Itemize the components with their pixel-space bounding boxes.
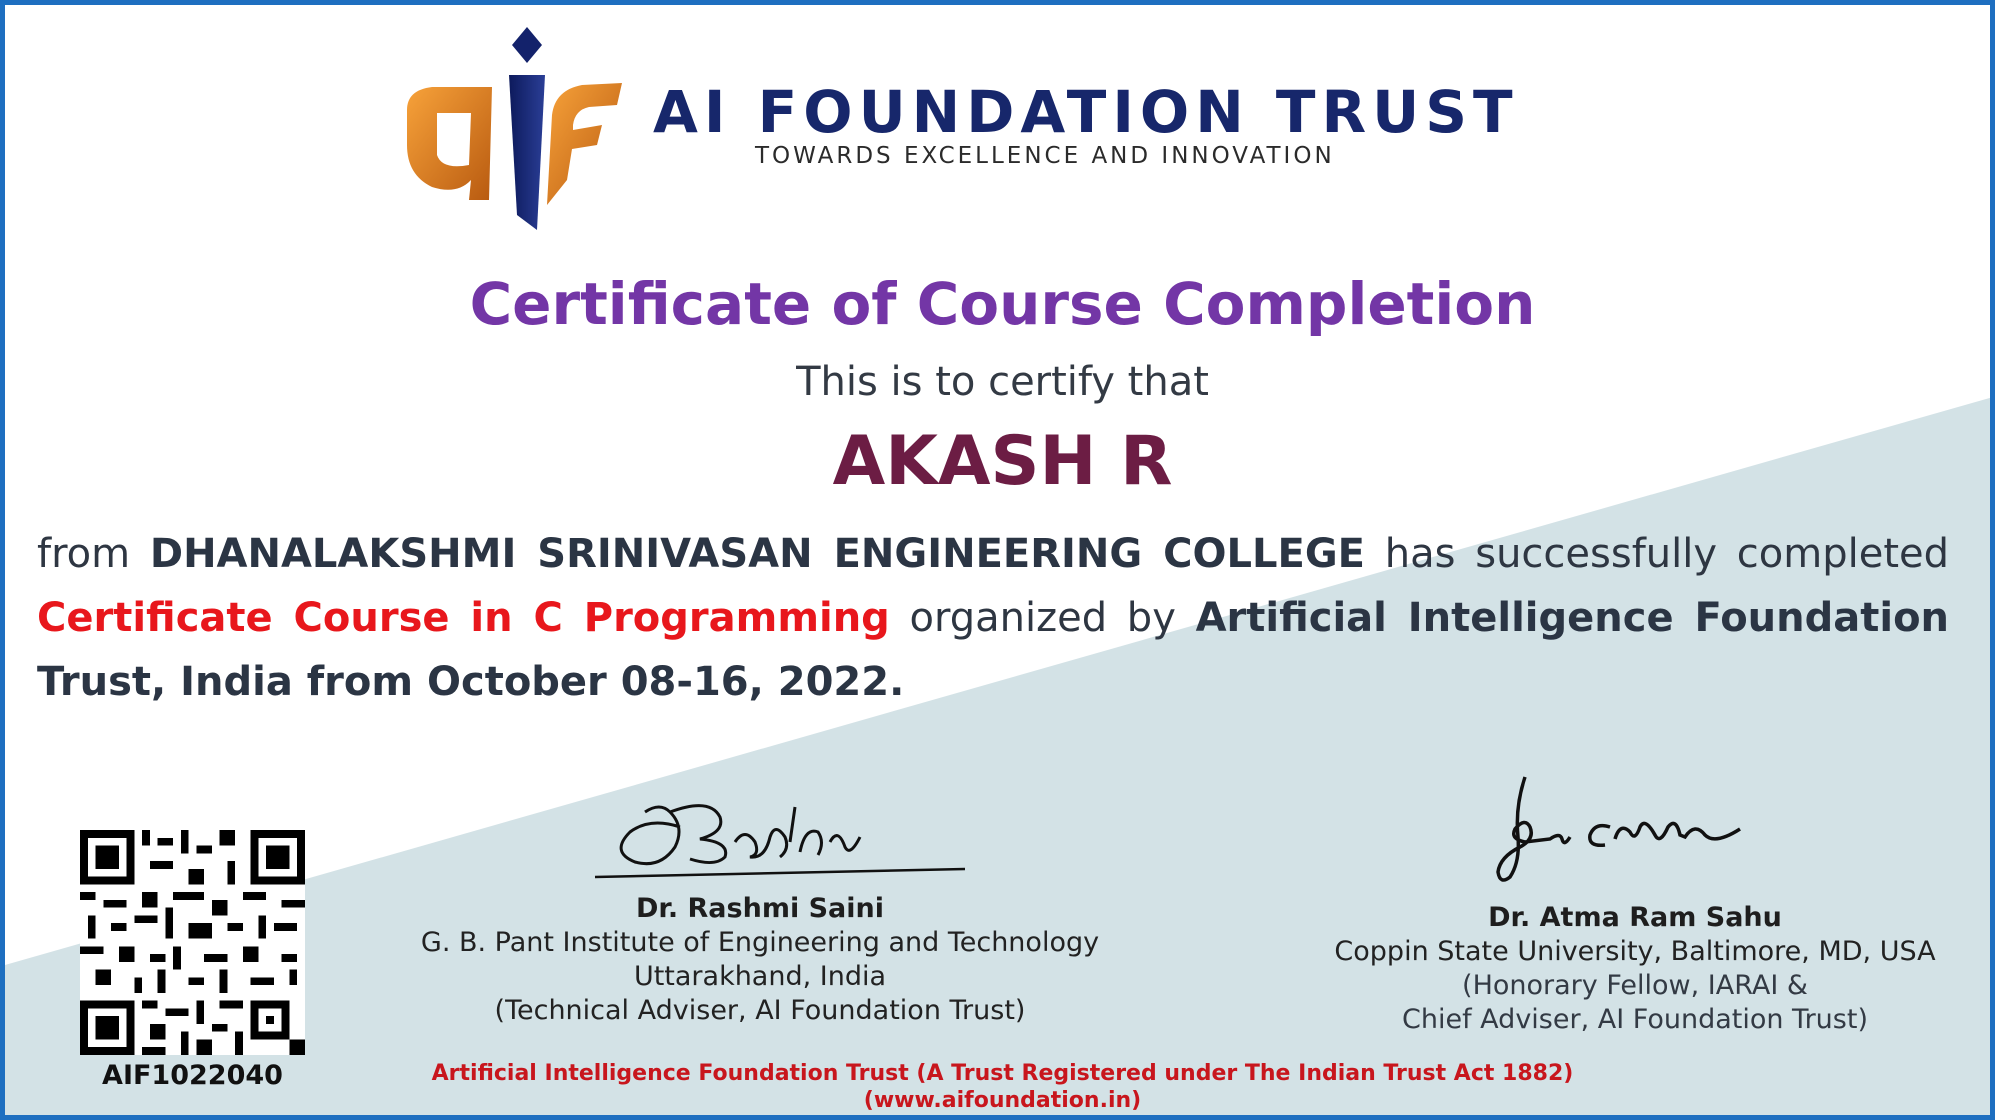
signatory-2 <box>1285 901 1985 1037</box>
recipient-name: AKASH R <box>832 422 1173 501</box>
signatory-1-institution: G. B. Pant Institute of Engineering and Technology <box>420 927 1100 958</box>
signature-atma-ram-sahu <box>1490 767 1760 887</box>
org-tagline: TOWARDS EXCELLENCE AND INNOVATION <box>755 143 1335 169</box>
signatory-1-name: Dr. Rashmi Saini <box>635 893 885 924</box>
signatory-2-fellowship: (Honorary Fellow, IARAI & <box>1462 970 1808 1001</box>
certificate-body <box>37 522 1949 714</box>
signatory-2-role: Chief Adviser, AI Foundation Trust) <box>1402 1004 1868 1035</box>
signatory-1-role: (Technical Adviser, AI Foundation Trust) <box>494 995 1026 1026</box>
footer <box>5 1060 1995 1114</box>
signatory-2-institution: Coppin State University, Baltimore, MD, USA <box>1334 936 1936 967</box>
footer-website: (www.aifoundation.in) <box>863 1088 1142 1113</box>
footer-registration: Artificial Intelligence Foundation Trust (A Trust Registered under The Indian Trust Act 1882) <box>431 1061 1574 1086</box>
certify-line: This is to certify that <box>796 359 1209 405</box>
certificate-id: AIF1022040 <box>102 1060 283 1091</box>
body-from: from <box>37 531 131 577</box>
qr-code <box>80 830 305 1055</box>
college-name: DHANALAKSHMI SRINIVASAN ENGINEERING COLLEGE <box>149 531 1365 577</box>
aif-logo-mark <box>397 15 627 240</box>
body-organized-by: organized by <box>909 595 1176 641</box>
certificate-title: Certificate of Course Completion <box>469 270 1536 338</box>
org-name: AI FOUNDATION TRUST <box>653 78 1519 146</box>
signature-rashmi-saini <box>590 787 970 887</box>
course-name: Certificate Course in C Programming <box>37 595 890 641</box>
body-has-completed: has successfully completed <box>1384 531 1950 577</box>
signatory-1-location: Uttarakhand, India <box>633 961 887 992</box>
signatory-1 <box>385 892 1135 1028</box>
organizer-and-dates: Artificial Intelligence Foundation Trust, India from October 08-16, 2022. <box>37 595 1950 705</box>
signatory-2-name: Dr. Atma Ram Sahu <box>1488 902 1782 933</box>
